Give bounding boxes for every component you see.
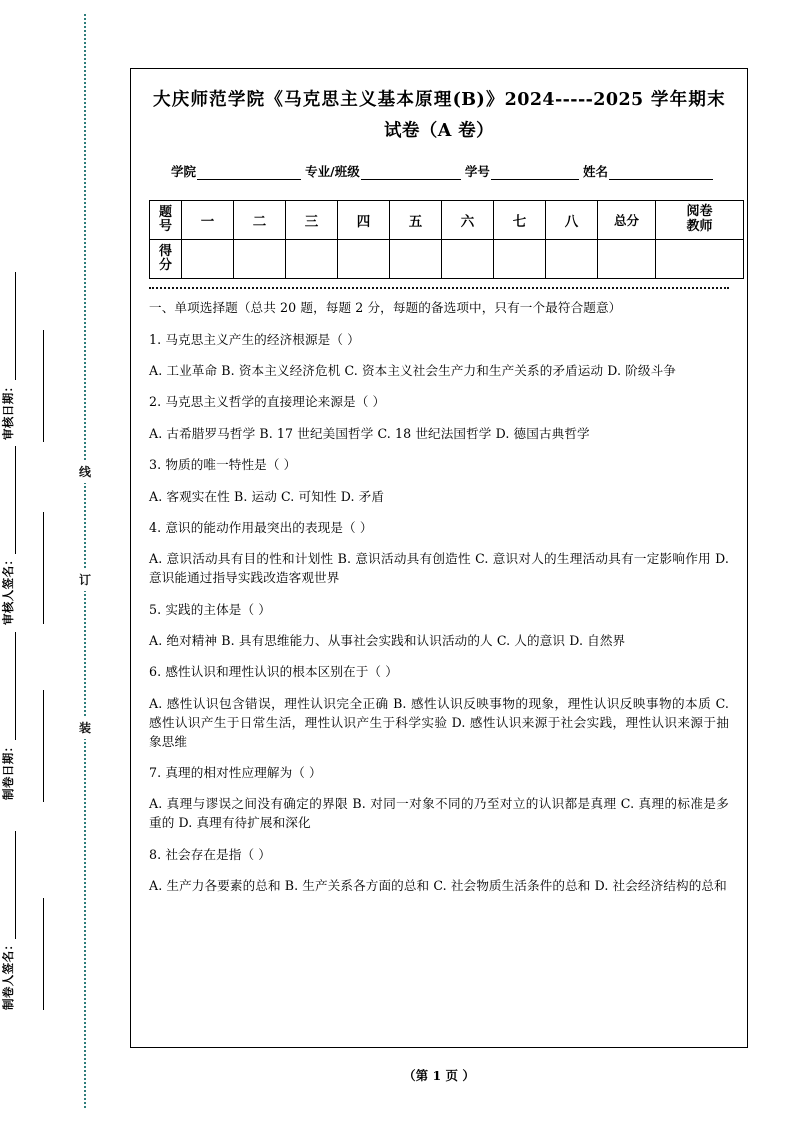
margin-rule-2 [43,512,44,624]
student-id-input[interactable] [491,167,579,180]
score-col-header-7: 七 [494,201,546,240]
major-class-field[interactable] [305,162,461,180]
margin-rule-1 [43,330,44,442]
section-heading: 一、单项选择题（总共 20 题，每题 2 分，每题的备选项中，只有一个最符合题意） [149,300,622,316]
grader-cell[interactable] [656,240,744,279]
dotted-separator [149,287,729,289]
question-4-stem: 4. 意识的能动作用最突出的表现是（ ） [149,519,373,535]
question-2-options[interactable]: A. 古希腊罗马哲学 B. 17 世纪美国哲学 C. 18 世纪法国哲学 D. 德国古典哲学 [149,425,590,441]
question-8-stem: 8. 社会存在是指（ ） [149,846,271,862]
score-col-header-3: 三 [286,201,338,240]
margin-label-paper-author-signature-blank [4,831,16,939]
score-cell-1[interactable] [182,240,234,279]
margin-label-paper-author-signature-text: 制卷人签名： [1,938,15,1010]
stub-score-char-1: 得 [158,243,172,259]
question-1-stem: 1. 马克思主义产生的经济根源是（ ） [149,331,360,347]
table-row-scores [150,240,744,279]
margin-label-paper-date-text: 制卷日期： [1,740,15,800]
score-col-header-8: 八 [546,201,598,240]
page-number-footer: （第 1 页 ） [403,1068,475,1083]
margin-rule-3 [43,690,44,802]
score-col-header-4: 四 [338,201,390,240]
question-8-options[interactable]: A. 生产力各要素的总和 B. 生产关系各方面的总和 C. 社会物质生活条件的总和 D. 社会经济结构的总和 [149,878,727,894]
college-field[interactable] [171,162,301,180]
major-class-input[interactable] [361,167,461,180]
student-id-field[interactable] [465,162,579,180]
score-cell-4[interactable] [338,240,390,279]
margin-label-review-date-text: 审核日期： [1,380,15,440]
question-6-stem: 6. 感性认识和理性认识的根本区别在于（ ） [149,664,398,680]
name-input[interactable] [609,167,713,180]
margin-label-reviewer-signature-text: 审核人签名： [1,553,15,625]
score-cell-5[interactable] [390,240,442,279]
score-cell-7[interactable] [494,240,546,279]
score-table [149,200,744,279]
score-table-stub-score [150,240,182,279]
major-class-label: 专业/班级 [305,164,360,180]
stub-score-char-2: 分 [158,258,172,274]
score-cell-3[interactable] [286,240,338,279]
score-col-header-2: 二 [234,201,286,240]
college-input[interactable] [197,167,301,180]
name-field[interactable] [583,162,713,180]
score-cell-8[interactable] [546,240,598,279]
score-col-header-6: 六 [442,201,494,240]
seam-char-line: 线 [75,460,95,483]
question-6-options[interactable]: A. 感性认识包含错误，理性认识完全正确 B. 感性认识反映事物的现象，理性认识反映事物的本质 C. 感性认识产生于日常生活，理性认识产生于科学实验 D. 感性认识来源于社会实践，理性认识来源于抽象思维 [149,695,729,749]
score-table-stub-question [150,201,182,240]
grader-header-char-2: 教师 [686,219,713,235]
page-title-line-2: 试卷（A 卷） [384,120,494,141]
score-cell-total[interactable] [598,240,656,279]
questions-body [149,299,729,896]
student-id-label: 学号 [464,164,490,180]
question-5-options[interactable]: A. 绝对精神 B. 具有思维能力、从事社会实践和认识活动的人 C. 人的意识 D. 自然界 [149,633,626,649]
margin-rule-4 [43,898,44,1010]
stub-question-char-2: 号 [158,219,172,235]
grader-header-char-1: 阅卷 [686,204,713,220]
seam-char-wrap: 装 [75,716,95,739]
question-4-options[interactable]: A. 意识活动具有目的性和计划性 B. 意识活动具有创造性 C. 意识对人的生理活动具有一定影响作用 D. 意识能通过指导实践改造客观世界 [149,551,729,586]
question-3-stem: 3. 物质的唯一特性是（ ） [149,457,297,473]
score-cell-2[interactable] [234,240,286,279]
score-col-header-total: 总分 [598,201,656,240]
exam-paper-sheet [130,68,748,1048]
question-5-stem: 5. 实践的主体是（ ） [149,601,271,617]
page-title-line-1: 大庆师范学院《马克思主义基本原理(B)》2024-----2025 学年期末 [153,90,725,110]
seam-char-bind: 订 [75,568,95,591]
student-identity-row [149,162,729,180]
question-7-stem: 7. 真理的相对性应理解为（ ） [149,765,322,780]
stub-question-char-1: 题 [158,204,172,220]
question-7-options[interactable]: A. 真理与谬误之间没有确定的界限 B. 对同一对象不同的乃至对立的认识都是真理 C. 真理的标准是多重的 D. 真理有待扩展和深化 [149,796,729,831]
grader-header [656,201,744,240]
college-label: 学院 [171,164,197,180]
table-row-question-numbers [150,201,744,240]
name-label: 姓名 [582,164,608,180]
question-1-options[interactable]: A. 工业革命 B. 资本主义经济危机 C. 资本主义社会生产力和生产关系的矛盾运动 D. 阶级斗争 [149,363,677,379]
score-col-header-1: 一 [182,201,234,240]
page-title [149,83,729,146]
question-3-options[interactable]: A. 客观实在性 B. 运动 C. 可知性 D. 矛盾 [149,488,385,504]
question-2-stem: 2. 马克思主义哲学的直接理论来源是（ ） [149,394,386,410]
left-margin [0,0,118,1122]
score-cell-6[interactable] [442,240,494,279]
score-col-header-5: 五 [390,201,442,240]
fold-seam-dotted-line [84,14,86,1108]
margin-label-paper-author-signature [0,650,16,1010]
